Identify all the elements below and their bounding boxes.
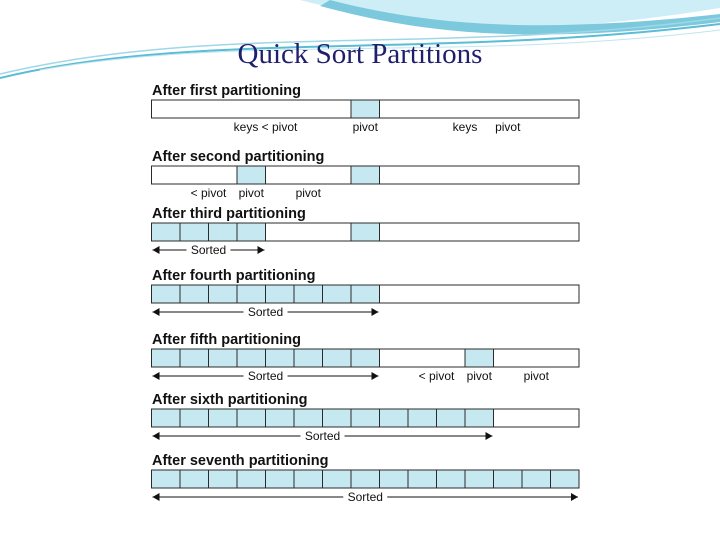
- array-cell: [323, 470, 352, 488]
- array-cell: [351, 470, 380, 488]
- array-cell: [351, 349, 380, 367]
- array-cell: [465, 470, 494, 488]
- sorted-arrowhead-right: [486, 432, 493, 440]
- array-cell: [294, 349, 323, 367]
- sorted-arrowhead-left: [153, 246, 160, 254]
- sorted-arrowhead-left: [153, 432, 160, 440]
- sorted-label: Sorted: [347, 490, 383, 504]
- sorted-arrowhead-right: [372, 308, 379, 316]
- array-cell: [237, 349, 266, 367]
- partition-label: pivot: [466, 369, 492, 383]
- array-cell: [351, 409, 380, 427]
- array-cell: [266, 349, 295, 367]
- array-cell: [152, 223, 181, 241]
- array-cell: [408, 470, 437, 488]
- array-cell: [152, 285, 181, 303]
- array-cell: [237, 470, 266, 488]
- array-cell: [351, 100, 380, 118]
- array-cell: [494, 470, 523, 488]
- sorted-arrowhead-left: [153, 372, 160, 380]
- array-cell: [294, 470, 323, 488]
- quicksort-partition-diagram: [150, 80, 580, 512]
- sorted-label: Sorted: [190, 243, 227, 257]
- array-cell: [437, 409, 466, 427]
- array-cell: [209, 223, 238, 241]
- partition-label: pivot: [352, 120, 378, 134]
- array-cell: [323, 409, 352, 427]
- array-cell: [380, 470, 409, 488]
- array-cell: [294, 409, 323, 427]
- array-cell: [437, 470, 466, 488]
- stage-heading: After fifth partitioning: [152, 332, 302, 348]
- array-cell: [351, 166, 380, 184]
- partition-label: pivot: [495, 120, 521, 134]
- array-cell: [408, 409, 437, 427]
- array-cell: [294, 285, 323, 303]
- array-cell: [237, 166, 266, 184]
- array-cell: [237, 223, 266, 241]
- array-cell: [209, 470, 238, 488]
- array-cell: [465, 349, 494, 367]
- array-cell: [180, 470, 209, 488]
- sorted-arrowhead-left: [153, 308, 160, 316]
- array-cell: [351, 285, 380, 303]
- array-cell: [152, 349, 181, 367]
- sorted-label: Sorted: [304, 429, 341, 443]
- array-cell: [551, 470, 580, 488]
- array-cell: [209, 285, 238, 303]
- array-cell: [209, 349, 238, 367]
- partition-label: keys < pivot: [233, 120, 298, 134]
- array-cell: [209, 409, 238, 427]
- array-cell: [351, 223, 380, 241]
- slide-title: Quick Sort Partitions: [237, 38, 483, 70]
- array-cell: [152, 409, 181, 427]
- array-cell: [237, 409, 266, 427]
- array-cell: [237, 285, 266, 303]
- partition-label: pivot: [523, 369, 549, 383]
- sorted-arrowhead-right: [571, 493, 578, 501]
- array-cell: [323, 285, 352, 303]
- array-cell: [180, 349, 209, 367]
- stage-heading: After first partitioning: [152, 83, 302, 99]
- sorted-label: Sorted: [247, 369, 284, 383]
- partition-diagram-svg: [150, 80, 580, 512]
- stage-heading: After sixth partitioning: [152, 392, 308, 408]
- array-cell: [266, 285, 295, 303]
- sorted-arrowhead-left: [153, 493, 160, 501]
- array-cell: [380, 409, 409, 427]
- array-cell: [465, 409, 494, 427]
- array-cell: [266, 470, 295, 488]
- array-cell: [152, 470, 181, 488]
- sorted-arrowhead-right: [258, 246, 265, 254]
- partition-label: < pivot: [190, 186, 227, 200]
- array-cell: [180, 285, 209, 303]
- partition-label: < pivot: [418, 369, 455, 383]
- array-cell: [180, 409, 209, 427]
- stage-heading: After second partitioning: [152, 149, 325, 165]
- partition-label: pivot: [295, 186, 321, 200]
- stage-heading: After seventh partitioning: [152, 453, 329, 469]
- partition-label: keys: [452, 120, 478, 134]
- stage-heading: After fourth partitioning: [152, 268, 316, 284]
- sorted-label: Sorted: [247, 305, 284, 319]
- partition-label: pivot: [238, 186, 264, 200]
- sorted-arrowhead-right: [372, 372, 379, 380]
- stage-heading: After third partitioning: [152, 206, 306, 222]
- array-cell: [180, 223, 209, 241]
- array-cell: [323, 349, 352, 367]
- array-cell: [266, 409, 295, 427]
- array-cell: [522, 470, 551, 488]
